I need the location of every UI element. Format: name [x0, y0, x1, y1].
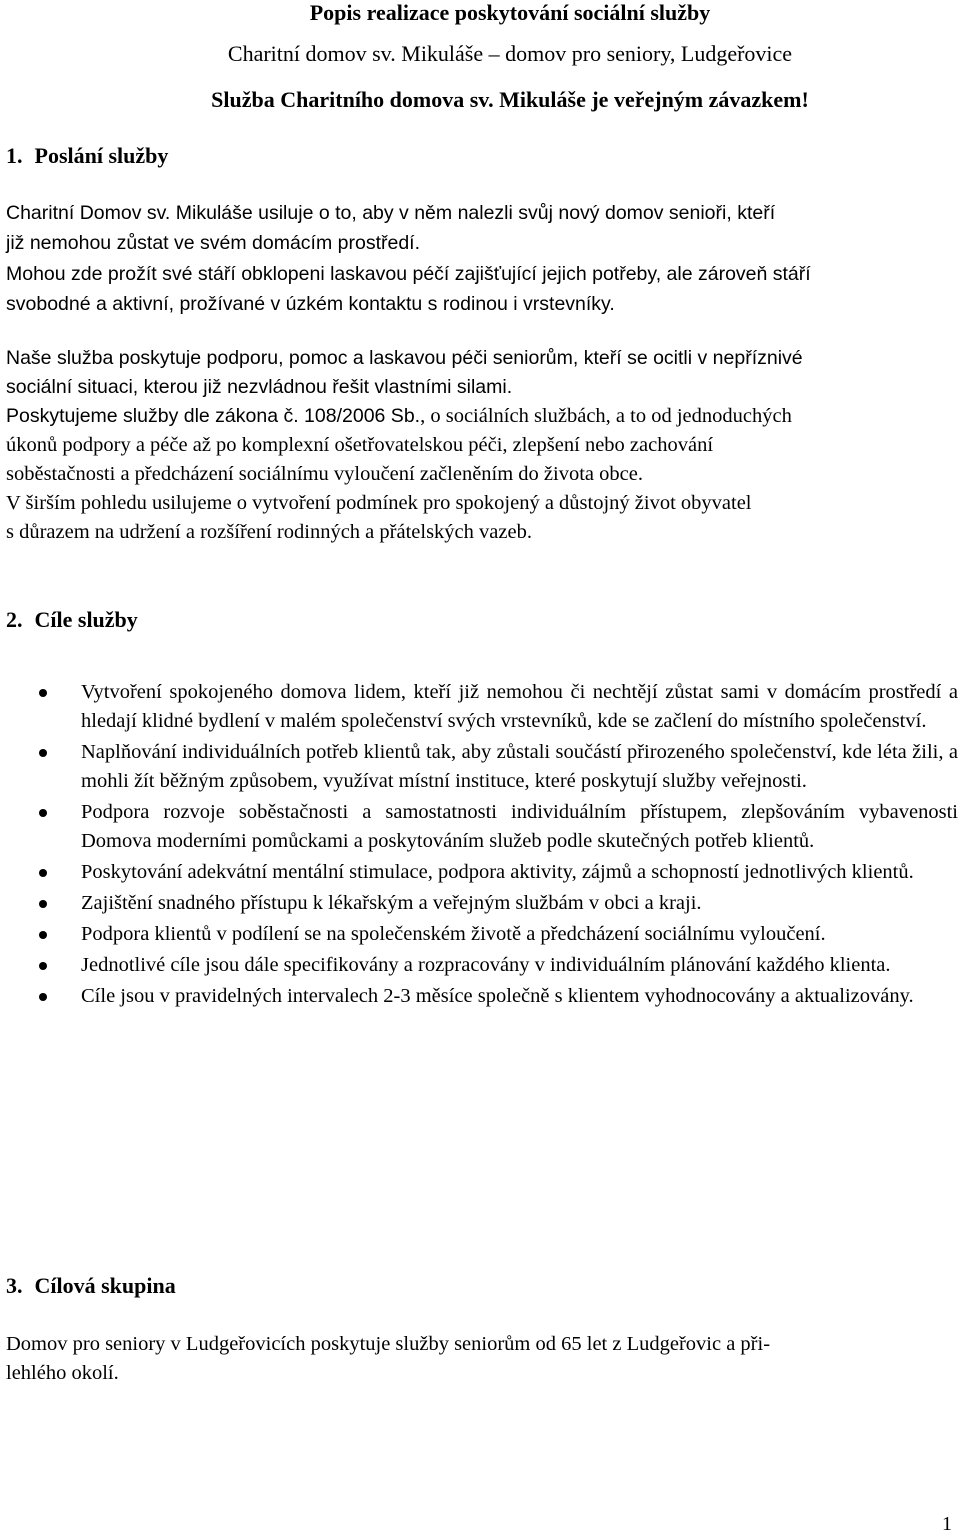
support-line: sociální situaci, kterou již nezvládnou řešit vlastními silami.: [6, 376, 513, 398]
section-3-heading: [6, 1272, 176, 1300]
intro-line: svobodné a aktivní, prožívané v úzkém kontaktu s rodinou i vrstevníky.: [6, 292, 615, 315]
bullet-icon: [39, 993, 47, 1001]
law-reference: Poskytujeme služby dle zákona č. 108/2006 Sb.: [6, 405, 421, 427]
list-item: [0, 889, 958, 918]
section-2-number: 2.: [6, 607, 23, 632]
goal-text: Zajištění snadného přístupu k lékařským a veřejným službám v obci a kraji.: [81, 892, 702, 914]
bullet-icon: [39, 900, 47, 908]
body-line: úkonů podpory a péče až po komplexní ošetřovatelskou péči, zlepšení nebo zachování: [6, 434, 714, 456]
support-line: Naše služba poskytuje podporu, pomoc a laskavou péči seniorům, kteří se ocitli v nepříznivé: [6, 347, 803, 369]
section-1-title: Poslání služby: [34, 143, 169, 168]
intro-line: Charitní Domov sv. Mikuláše usiluje o to, aby v něm nalezli svůj nový domov senioři, kteří: [6, 202, 776, 224]
law-line: [6, 402, 958, 431]
section-3-title: Cílová skupina: [34, 1273, 176, 1298]
section-1-number: 1.: [6, 143, 23, 168]
target-group-line: lehlého okolí.: [6, 1362, 119, 1384]
section-1-support: [6, 344, 958, 547]
section-1-intro: [6, 199, 958, 319]
bullet-icon: [39, 869, 47, 877]
list-item: [0, 858, 958, 887]
page-number: 1: [942, 1513, 952, 1535]
list-item: [0, 738, 958, 796]
goals-list: [0, 678, 958, 1013]
goal-text: Podpora rozvoje soběstačnosti a samostatnosti individuálním přístupem, zlepšováním vybavenosti Domova moderními pomůckami a poskytováním služeb podle skutečných potřeb klientů.: [81, 801, 958, 852]
goal-text: Cíle jsou v pravidelných intervalech 2-3 měsíce společně s klientem vyhodnocovány a aktualizovány.: [81, 985, 914, 1007]
section-3-number: 3.: [6, 1273, 23, 1298]
list-item: [0, 982, 958, 1011]
list-item: [0, 678, 958, 736]
list-item: [0, 920, 958, 949]
intro-line: již nemohou zůstat ve svém domácím prostředí.: [6, 231, 421, 254]
public-commitment-statement: Služba Charitního domova sv. Mikuláše je veřejným závazkem!: [211, 87, 809, 112]
document-title: Popis realizace poskytování sociální služby: [309, 0, 711, 25]
law-rest: , o sociálních službách, a to od jednoduchých: [420, 405, 792, 427]
bullet-icon: [39, 809, 47, 817]
list-item: [0, 798, 958, 856]
goal-text: Podpora klientů v podílení se na společenském životě a předcházení sociálnímu vyloučení.: [81, 923, 826, 945]
section-3-text: [6, 1330, 958, 1388]
body-line: V širším pohledu usilujeme o vytvoření podmínek pro spokojený a důstojný život obyvatel: [6, 492, 752, 514]
section-2-heading: [6, 606, 138, 634]
target-group-line: Domov pro seniory v Ludgeřovicích poskytuje služby seniorům od 65 let z Ludgeřovic a při-: [6, 1333, 771, 1355]
goal-text: Jednotlivé cíle jsou dále specifikovány a rozpracovány v individuálním plánování každého klienta.: [81, 954, 891, 976]
section-1-heading: [6, 142, 168, 170]
section-2-title: Cíle služby: [34, 607, 138, 632]
goal-text: Vytvoření spokojeného domova lidem, kteří již nemohou či nechtějí zůstat sami v domácím prostředí a hledají klidné bydlení v malém společenství svých vrstevníků, kde se začlení do místního společenství.: [81, 681, 958, 732]
goal-text: Poskytování adekvátní mentální stimulace, podpora aktivity, zájmů a schopností jednotlivých klientů.: [81, 861, 914, 883]
goal-text: Naplňování individuálních potřeb klientů tak, aby zůstali součástí přirozeného společenství, kde léta žili, a mohli žít běžným způsobem, využívat místní instituce, které poskytují služby veřejnosti.: [81, 741, 958, 792]
bullet-icon: [39, 962, 47, 970]
document-subtitle: Charitní domov sv. Mikuláše – domov pro seniory, Ludgeřovice: [227, 41, 793, 66]
intro-line: Mohou zde prožít své stáří obklopeni laskavou péčí zajišťující jejich potřeby, ale zároveň stáří: [6, 263, 811, 285]
body-line: soběstačnosti a předcházení sociálnímu vyloučení začleněním do života obce.: [6, 463, 643, 485]
list-item: [0, 951, 958, 980]
bullet-icon: [39, 931, 47, 939]
bullet-icon: [39, 749, 47, 757]
body-line: s důrazem na udržení a rozšíření rodinných a přátelských vazeb.: [6, 521, 532, 543]
bullet-icon: [39, 689, 47, 697]
